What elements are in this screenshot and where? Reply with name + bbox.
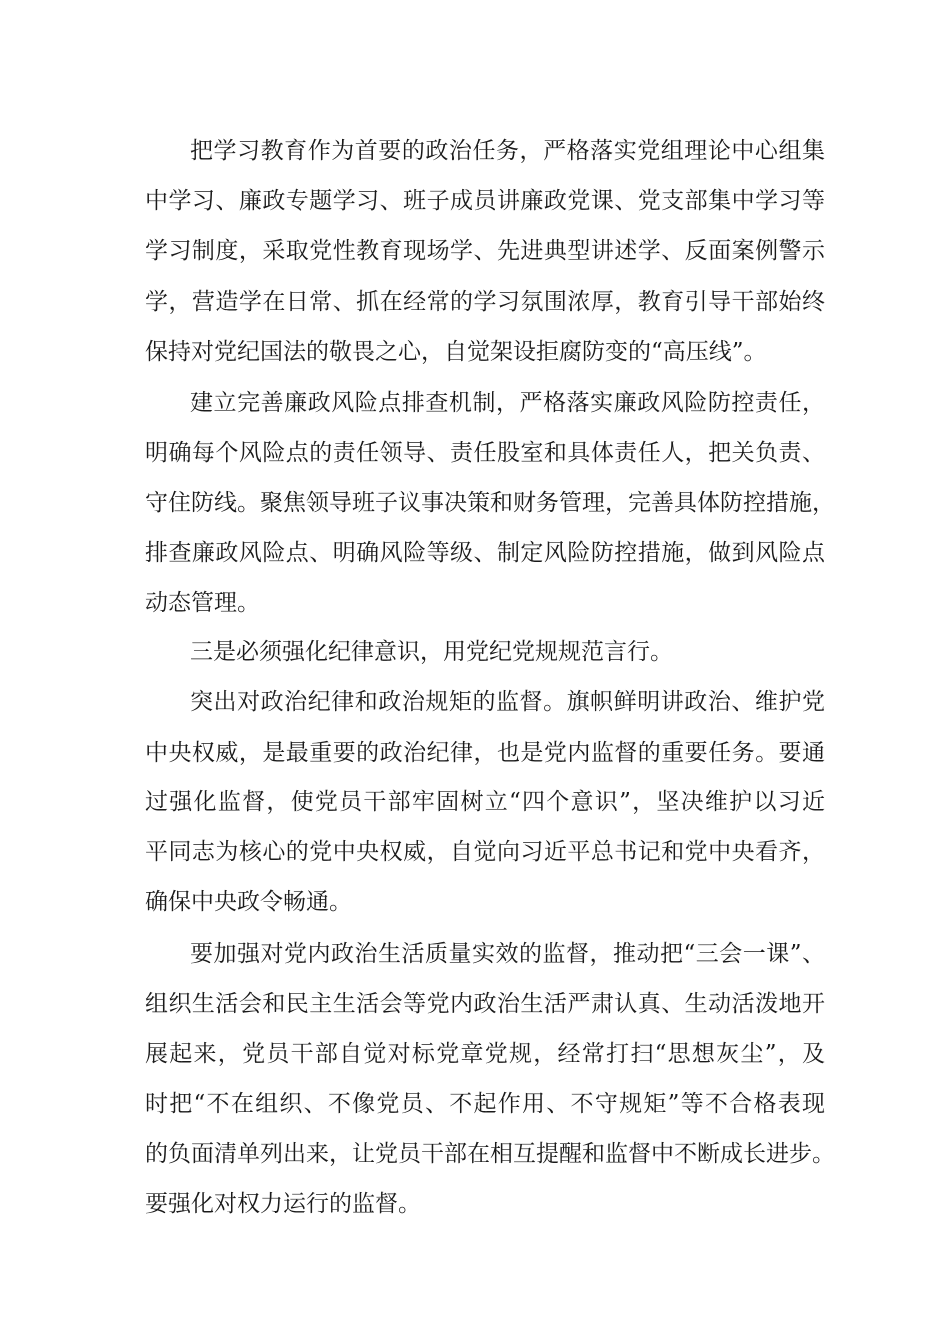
paragraph-5-line-5: 的负面清单列出来，让党员干部在相互提醒和监督中不断成长进步。 [145,1141,835,1167]
paragraph-5-line-6: 要强化对权力运行的监督。 [145,1191,421,1217]
paragraph-4-line-2: 中央权威，是最重要的政治纪律，也是党内监督的重要任务。要通 [145,740,825,766]
paragraph-4-line-4: 平同志为核心的党中央权威，自觉向习近平总书记和党中央看齐， [145,839,825,865]
paragraph-2-line-4: 排查廉政风险点、明确风险等级、制定风险防控措施，做到风险点 [145,540,825,566]
section-heading: 三是必须强化纪律意识，用党纪党规规范言行。 [190,639,673,665]
paragraph-2-line-5: 动态管理。 [145,590,260,616]
paragraph-1-line-4: 学，营造学在日常、抓在经常的学习氛围浓厚，教育引导干部始终 [145,289,825,315]
paragraph-5-line-3: 展起来，党员干部自觉对标党章党规，经常打扫“思想灰尘”，及 [145,1041,825,1067]
paragraph-5-line-2: 组织生活会和民主生活会等党内政治生活严肃认真、生动活泼地开 [145,991,825,1017]
paragraph-1-line-2: 中学习、廉政专题学习、班子成员讲廉政党课、党支部集中学习等 [145,188,825,214]
paragraph-2-line-3: 守住防线。聚焦领导班子议事决策和财务管理，完善具体防控措施， [145,490,835,516]
paragraph-2-line-1: 建立完善廉政风险点排查机制，严格落实廉政风险防控责任， [190,390,825,416]
paragraph-5-line-4: 时把“不在组织、不像党员、不起作用、不守规矩”等不合格表现 [145,1091,825,1117]
paragraph-1-line-5: 保持对党纪国法的敬畏之心，自觉架设拒腐防变的“高压线”。 [145,339,767,365]
paragraph-2-line-2: 明确每个风险点的责任领导、责任股室和具体责任人，把关负责、 [145,440,825,466]
paragraph-4-line-5: 确保中央政令畅通。 [145,889,352,915]
paragraph-4-line-3: 过强化监督，使党员干部牢固树立“四个意识”，坚决维护以习近 [145,789,825,815]
paragraph-4-line-1: 突出对政治纪律和政治规矩的监督。旗帜鲜明讲政治、维护党 [190,689,825,715]
paragraph-1-line-3: 学习制度，采取党性教育现场学、先进典型讲述学、反面案例警示 [145,238,825,264]
paragraph-5-line-1: 要加强对党内政治生活质量实效的监督，推动把“三会一课”、 [190,941,825,967]
paragraph-1-line-1: 把学习教育作为首要的政治任务，严格落实党组理论中心组集 [190,138,825,164]
